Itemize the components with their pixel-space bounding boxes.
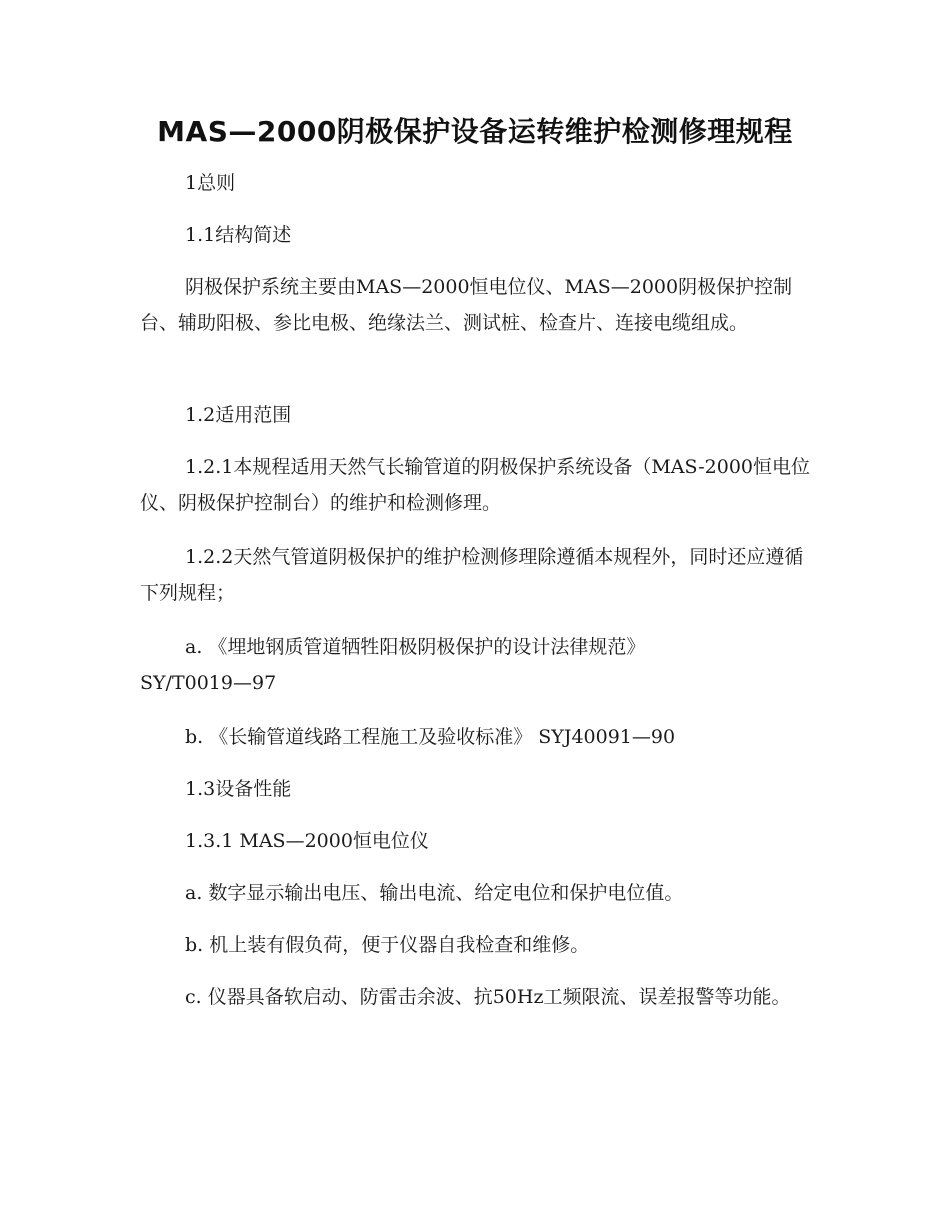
list-item-standard-b: b. 《长输管道线路工程施工及验收标准》 SYJ40091—90 <box>185 726 676 748</box>
subsection-heading-scope: 1.2适用范围 <box>185 404 292 426</box>
paragraph-structure-description: 阴极保护系统主要由MAS—2000恒电位仪、MAS—2000阴极保护控制台、辅助阳极、参比电极、绝缘法兰、测试桩、检查片、连接电缆组成。 <box>140 276 793 334</box>
section-heading-general: 1总则 <box>185 172 236 194</box>
list-item-standard-a-code: SY/T0019—97 <box>140 672 277 694</box>
document-title: MAS—2000阴极保护设备运转维护检测修理规程 <box>157 115 793 148</box>
subsection-heading-performance: 1.3设备性能 <box>185 778 292 800</box>
subsection-heading-structure: 1.1结构简述 <box>185 224 292 246</box>
list-item-standard-a: a. 《埋地钢质管道牺牲阳极阴极保护的设计法律规范》 <box>185 636 646 658</box>
list-item-feature-b: b. 机上装有假负荷，便于仪器自我检查和维修。 <box>185 934 590 956</box>
list-item-feature-c: c. 仪器具备软启动、防雷击余波、抗50Hz工频限流、误差报警等功能。 <box>185 986 791 1008</box>
paragraph-scope-1: 1.2.1本规程适用天然气长输管道的阴极保护系统设备（MAS-2000恒电位仪、阴极保护控制台）的维护和检测修理。 <box>140 456 811 514</box>
list-item-feature-a: a. 数字显示输出电压、输出电流、给定电位和保护电位值。 <box>185 882 684 904</box>
subsection-heading-potentiostat: 1.3.1 MAS—2000恒电位仪 <box>185 830 429 852</box>
paragraph-scope-2: 1.2.2天然气管道阴极保护的维护检测修理除遵循本规程外，同时还应遵循下列规程； <box>140 546 804 604</box>
